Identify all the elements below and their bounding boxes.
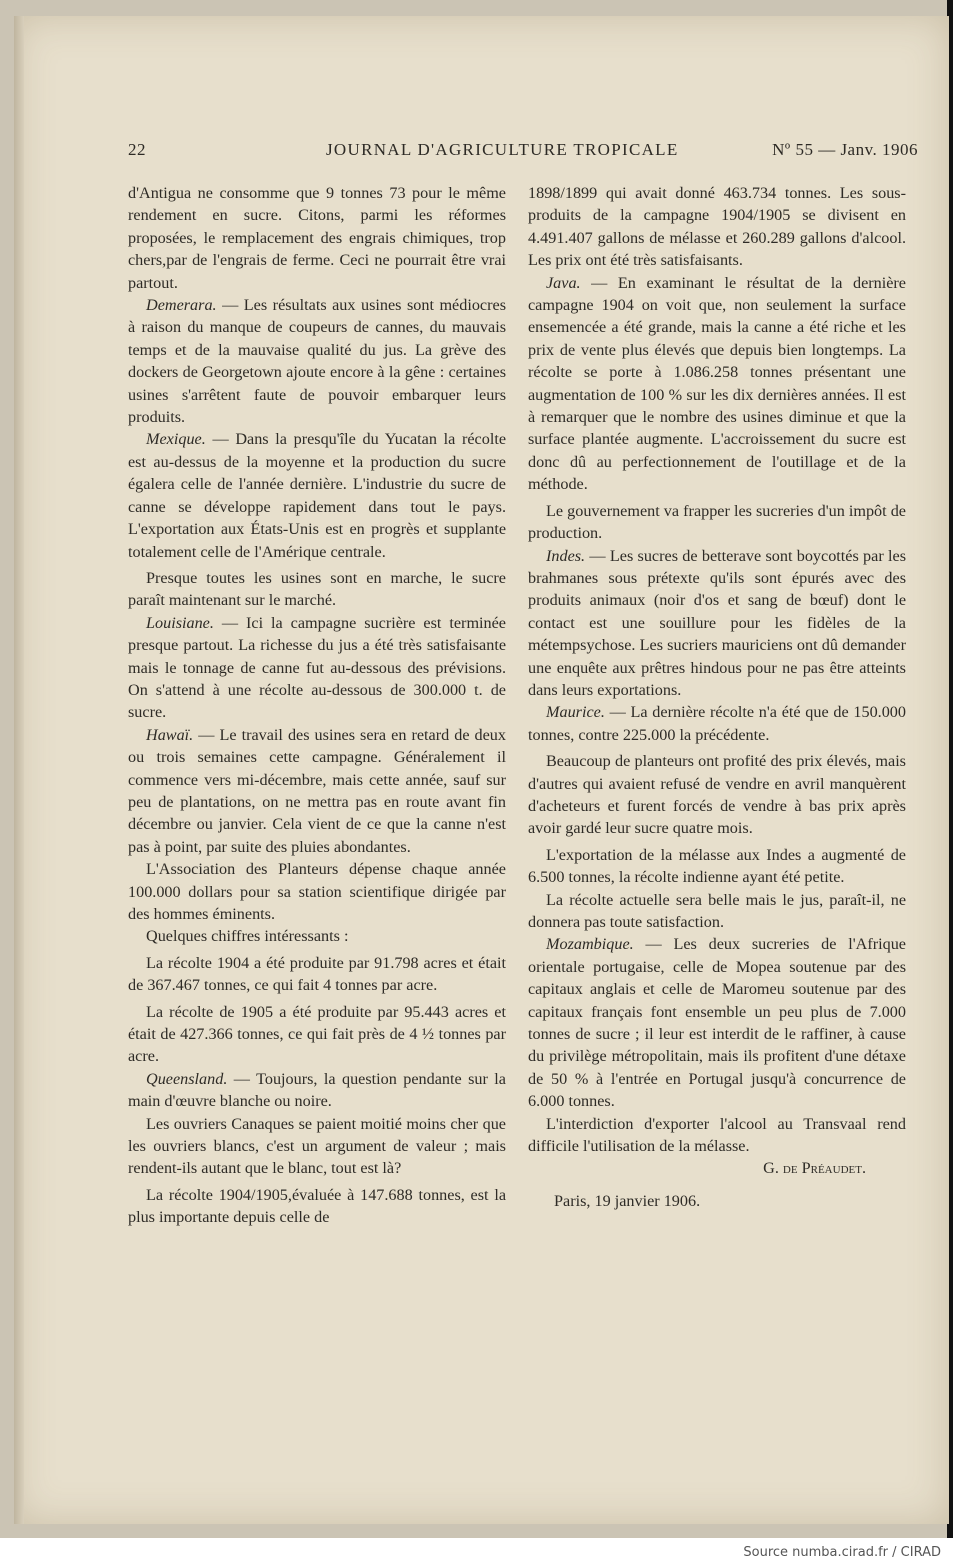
paragraph: Quelques chiffres intéressants :	[146, 927, 349, 946]
place-label: Mozambique.	[546, 935, 634, 954]
place-label: Hawaï.	[146, 725, 194, 744]
place-label: Java.	[546, 273, 581, 292]
paragraph: 1898/1899 qui avait donné 463.734 tonnes. Les sous-produits de la campagne 1904/1905 se divisent en 4.491.407 gallons de mélasse et 260.289 gallons d'alcool. Les prix ont été très satisfaisants.	[528, 184, 906, 270]
paragraph-mozambique: Mozambique. — Les deux sucreries de l'Afrique orientale portugaise, celle de Mopea soutenue par des capitaux anglais et celle de Maromeu soutenue par des capitaux français font ensemble un peu plus de 7.000 tonnes de sucre ; il leur est interdit de le raffiner, à cause du privilège métropolitain, mais ils profitent d'une détaxe de 50 % à l'entrée en Portugal jusqu'à concurrence de 6.000 tonnes.	[528, 935, 906, 1111]
place-label: Maurice.	[546, 703, 605, 722]
paragraph: La récolte 1904/1905,évaluée à 147.688 tonnes, est la plus importante depuis celle de	[128, 1185, 506, 1227]
left-column	[128, 182, 506, 1229]
paragraph-maurice: Maurice. — La dernière récolte n'a été que de 150.000 tonnes, contre 225.000 la précédente.	[528, 703, 906, 744]
paragraph: La récolte actuelle sera belle mais le jus, paraît-il, ne donnera pas toute satisfaction.	[528, 890, 906, 931]
journal-title: JOURNAL D'AGRICULTURE TROPICALE	[326, 140, 679, 159]
source-credit: Source numba.cirad.fr / CIRAD	[743, 1545, 941, 1560]
paragraph: L'Association des Planteurs dépense chaque année 100.000 dollars pour sa station scientifique dirigée par des hommes éminents.	[128, 860, 506, 923]
dateline: Paris, 19 janvier 1906.	[554, 1191, 701, 1210]
paragraph-demerara: Demerara. — Les résultats aux usines sont médiocres à raison du manque de coupeurs de cannes, du mauvais temps et de la mauvaise qualité du jus. La grève des dockers de Georgetown ajoute encore à la gêne : certaines usines s'arrêtent faute de pouvoir embarquer leurs produits.	[128, 296, 506, 427]
paragraph: Les ouvriers Canaques se paient moitié moins cher que les ouvriers blancs, c'est un argument de valeur ; mais rendent-ils autant que le blanc, tout est là?	[128, 1114, 506, 1178]
paragraph: Le gouvernement va frapper les sucreries d'un impôt de production.	[528, 501, 906, 543]
place-label: Queensland.	[146, 1069, 228, 1088]
running-header	[128, 140, 918, 164]
page-fold	[14, 16, 24, 1524]
paragraph: d'Antigua ne consomme que 9 tonnes 73 pour le même rendement en sucre. Citons, parmi les réformes proposées, le remplacement des engrais chimiques, trop chers,par de l'engrais de ferme. Ceci ne pourrait être vrai partout.	[128, 184, 506, 292]
place-label: Demerara.	[146, 296, 217, 315]
paragraph-java: Java. — En examinant le résultat de la dernière campagne 1904 on voit que, non seulement la surface ensemencée a été grande, mais la canne a été riche et les prix de vente plus élevés que depuis bien longtemps. La récolte se porte à 1.086.258 tonnes présentant une augmentation de 100 % sur les dix dernières années. Il est à remarquer que le nombre des usines diminue et que la surface plantée augmente. L'accroissement du sucre est donc dû au perfectionnement de l'outillage et de la méthode.	[528, 273, 906, 494]
paragraph-hawai: Hawaï. — Le travail des usines sera en retard de deux ou trois semaines cette campagne. Généralement il commence vers mi-décembre, mais cette année, sauf sur peu de plantations, on ne mettra pas en route avant fin décembre ou janvier. Cela vient de ce que la canne n'est pas à point, par suite des pluies abondantes.	[128, 725, 506, 856]
paragraph-indes: Indes. — Les sucres de betterave sont boycottés par les brahmanes sous prétexte qu'ils sont épurés avec des produits animaux (noir d'os et sang de bœuf) dont le contact est une souillure pour les fidèles de la métempsychose. Les sucriers mauriciens ont dû demander une enquête aux prêtres hindous pour ne pas être atteints dans leurs exportations.	[528, 546, 906, 699]
paragraph: Presque toutes les usines sont en marche, le sucre paraît maintenant sur le marché.	[128, 568, 506, 610]
place-label: Louisiane.	[146, 613, 214, 632]
paragraph-mexique: Mexique. — Dans la presqu'île du Yucatan la récolte est au-dessus de la moyenne et la production du sucre égalera celle de l'année dernière. L'industrie du sucre de canne se développe rapidement dans tout le pays. L'exportation aux États-Unis est en progrès et supplante totalement celle de l'Amérique centrale.	[128, 430, 506, 561]
place-label: Mexique.	[146, 430, 206, 449]
issue-label: Nº 55 — Janv. 1906	[772, 140, 918, 159]
paragraph: L'interdiction d'exporter l'alcool au Transvaal rend difficile l'utilisation de la mélasse.	[528, 1114, 906, 1156]
signature: G. de Préaudet.	[763, 1159, 866, 1178]
page-number: 22	[128, 140, 146, 159]
paragraph: L'exportation de la mélasse aux Indes a augmenté de 6.500 tonnes, la récolte indienne ayant été petite.	[528, 845, 906, 887]
place-label: Indes.	[546, 546, 586, 565]
right-column	[528, 182, 906, 1212]
paragraph-louisiane: Louisiane. — Ici la campagne sucrière est terminée presque partout. La richesse du jus a été très satisfaisante mais le tonnage de canne fut au-dessous des prévisions. On s'attend à une récolte au-dessous de 300.000 t. de sucre.	[128, 613, 506, 722]
paragraph: La récolte 1904 a été produite par 91.798 acres et était de 367.467 tonnes, ce qui fait 4 tonnes par acre.	[128, 953, 506, 995]
paragraph: La récolte de 1905 a été produite par 95.443 acres et était de 427.366 tonnes, ce qui fait près de 4 ½ tonnes par acre.	[128, 1002, 506, 1066]
paragraph-queensland: Queensland. — Toujours, la question pendante sur la main d'œuvre blanche ou noire.	[128, 1069, 506, 1111]
paragraph: Beaucoup de planteurs ont profité des prix élevés, mais d'autres qui avaient refusé de vendre en avril manquèrent d'acheteurs et furent forcés de vendre à bas prix après avoir gardé leur sucre quatre mois.	[528, 752, 906, 838]
